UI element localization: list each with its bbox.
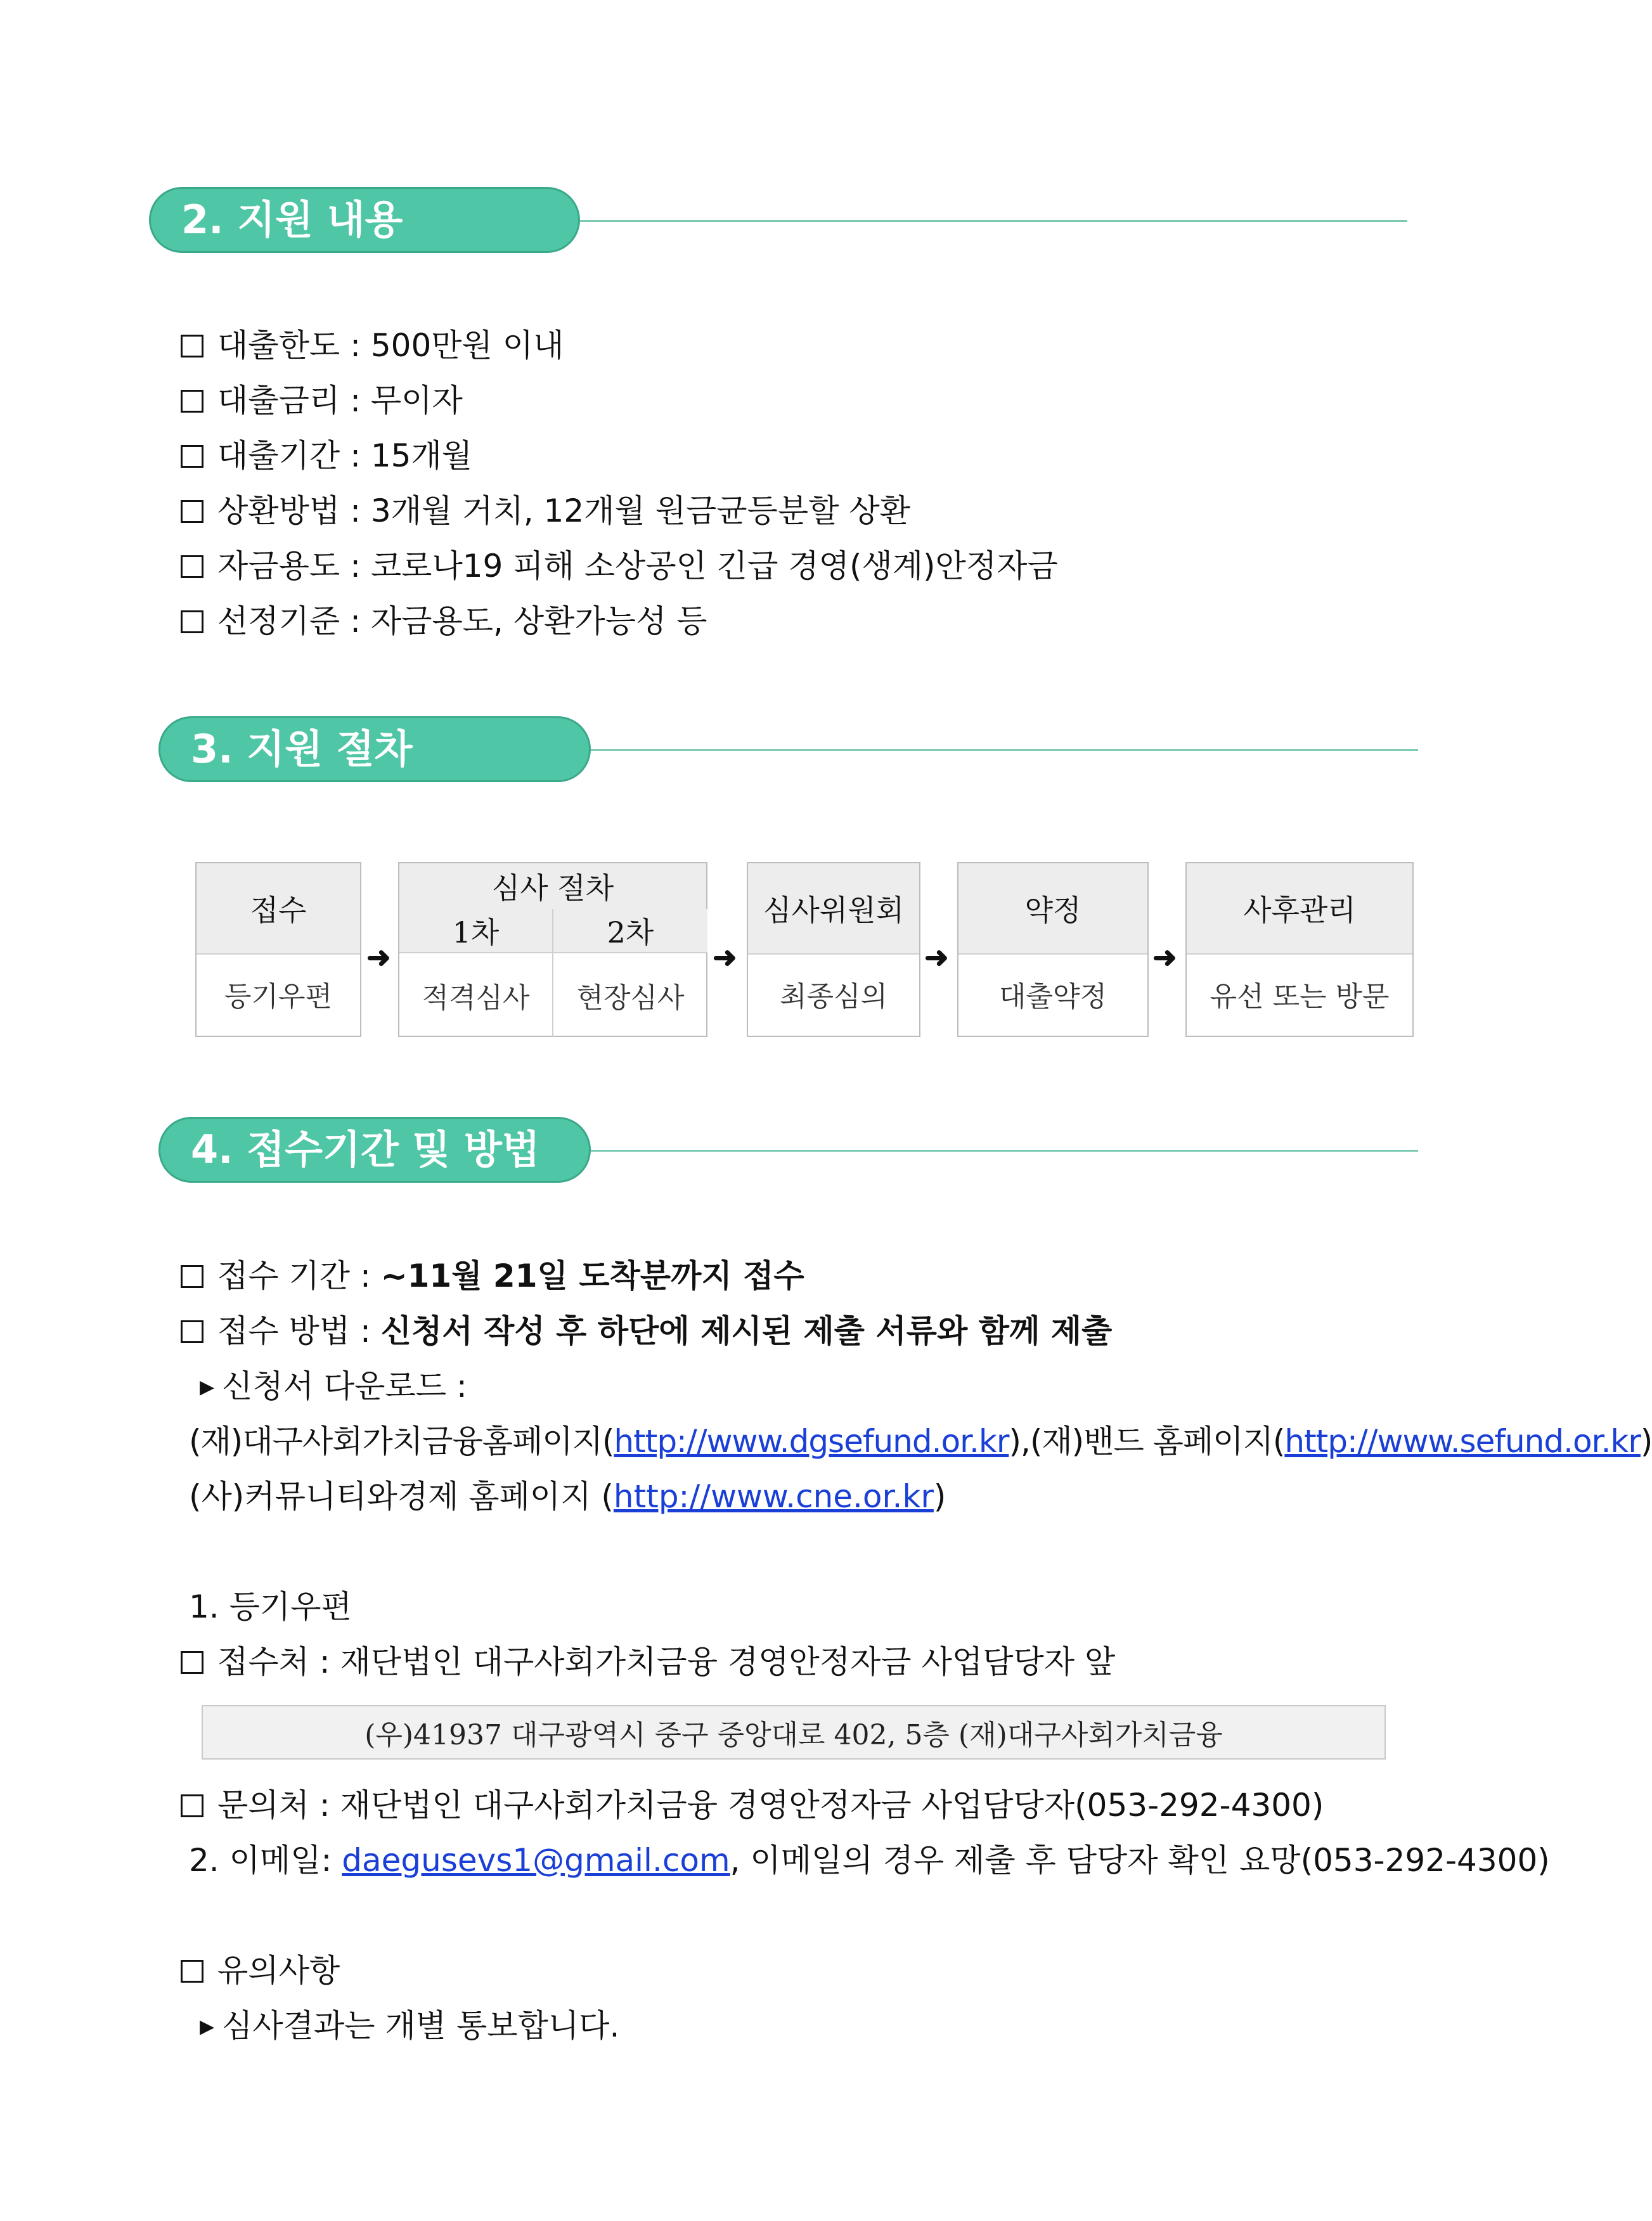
arrow-4: ➜ xyxy=(1152,940,1177,974)
support-item-repayment: 상환방법 : 3개월 거치, 12개월 원금균등분할 상환 xyxy=(181,492,910,530)
step-review-title: 심사 절차 xyxy=(399,863,706,910)
process-flow xyxy=(0,862,1571,1046)
mail-title: 1. 등기우편 xyxy=(189,1588,352,1625)
step-agreement-detail: 대출약정 xyxy=(998,981,1107,1013)
step-aftercare-detail: 유선 또는 방문 xyxy=(1210,981,1390,1013)
notice-item: ▶ 심사결과는 개별 통보합니다. xyxy=(200,2007,619,2046)
step-review xyxy=(398,862,707,1037)
recipient: 접수처 : 재단법인 대구사회가치금융 경영안정자금 사업담당자 앞 xyxy=(181,1643,1115,1681)
application-period: 접수 기간 : ~11월 21일 도착분까지 접수 xyxy=(181,1257,804,1295)
support-item-term: 대출기간 : 15개월 xyxy=(181,437,472,475)
section-4-rule xyxy=(591,1150,1418,1152)
email-line: 2. 이메일: daegusevs1@gmail.com, 이메일의 경우 제출 후 담당자 확인 요망(053-292-4300) xyxy=(189,1842,1550,1879)
checkbox-glyph xyxy=(181,1651,203,1674)
link-cne[interactable]: http://www.cne.or.kr xyxy=(613,1478,934,1515)
triangle-bullet-icon: ▶ xyxy=(200,1376,215,1398)
contact: 문의처 : 재단법인 대구사회가치금융 경영안정자금 사업담당자(053-292-4300) xyxy=(181,1786,1324,1824)
step-aftercare-title: 사후관리 xyxy=(1187,863,1412,955)
section-4-title: 4. 접수기간 및 방법 xyxy=(158,1117,591,1183)
triangle-bullet-icon: ▶ xyxy=(200,2016,215,2038)
support-item-purpose: 자금용도 : 코로나19 피해 소상공인 긴급 경영(생계)안정자금 xyxy=(181,547,1058,585)
checkbox-glyph xyxy=(181,335,203,357)
email-link[interactable]: daegusevs1@gmail.com xyxy=(342,1842,730,1879)
link-sefund[interactable]: http://www.sefund.or.kr xyxy=(1284,1423,1641,1460)
application-method-value: 신청서 작성 후 하단에 제시된 제출 서류와 함께 제출 xyxy=(380,1313,1113,1349)
checkbox-glyph xyxy=(181,1960,203,1983)
step-review-first: 1차 xyxy=(399,909,553,953)
section-3-title: 3. 지원 절차 xyxy=(158,716,591,782)
checkbox-glyph xyxy=(181,555,203,578)
download-sites-row-1: (재)대구사회가치금융홈페이지(http://www.dgsefund.or.kr),(재)밴드 홈페이지(http://www.sefund.or.kr) xyxy=(189,1423,1652,1460)
notice-label: 유의사항 xyxy=(181,1952,340,1990)
section-3-header xyxy=(0,716,1571,786)
step-agreement-title: 약정 xyxy=(958,863,1147,955)
step-review-first-detail: 적격심사 xyxy=(399,953,553,1037)
section-2-title: 2. 지원 내용 xyxy=(149,187,580,253)
step-reception-detail: 등기우편 xyxy=(224,981,332,1013)
step-committee-title: 심사위원회 xyxy=(748,863,919,955)
application-period-value: ~11월 21일 도착분까지 접수 xyxy=(380,1258,804,1294)
step-aftercare xyxy=(1185,862,1414,1037)
checkbox-glyph xyxy=(181,610,203,633)
section-2-header xyxy=(0,187,1571,257)
arrow-2: ➜ xyxy=(713,940,737,974)
checkbox-glyph xyxy=(181,1320,203,1343)
section-4-header xyxy=(0,1117,1571,1187)
checkbox-glyph xyxy=(181,445,203,468)
checkbox-glyph xyxy=(181,500,203,523)
support-item-limit: 대출한도 : 500만원 이내 xyxy=(181,326,564,364)
step-review-second-detail: 현장심사 xyxy=(576,982,685,1014)
support-item-criteria: 선정기준 : 자금용도, 상환가능성 등 xyxy=(181,602,707,640)
step-committee-detail: 최종심의 xyxy=(779,981,887,1013)
step-reception-title: 접수 xyxy=(197,863,360,955)
support-item-rate: 대출금리 : 무이자 xyxy=(181,382,463,420)
arrow-3: ➜ xyxy=(924,940,949,974)
section-3-rule xyxy=(591,749,1418,751)
download-label: ▶ 신청서 다운로드 : xyxy=(200,1367,467,1407)
checkbox-glyph xyxy=(181,1794,203,1817)
application-method: 접수 방법 : 신청서 작성 후 하단에 제시된 제출 서류와 함께 제출 xyxy=(181,1312,1112,1350)
download-sites-row-2: (사)커뮤니티와경제 홈페이지 (http://www.cne.or.kr) xyxy=(189,1478,946,1515)
step-committee xyxy=(747,862,920,1037)
section-2-rule xyxy=(580,220,1407,222)
checkbox-glyph xyxy=(181,1265,203,1288)
mail-address: (우)41937 대구광역시 중구 중앙대로 402, 5층 (재)대구사회가치금융 xyxy=(202,1705,1386,1760)
step-reception xyxy=(195,862,361,1037)
step-review-second: 2차 xyxy=(553,909,707,953)
step-agreement xyxy=(957,862,1149,1037)
link-dgsefund[interactable]: http://www.dgsefund.or.kr xyxy=(614,1423,1009,1460)
checkbox-glyph xyxy=(181,390,203,413)
arrow-1: ➜ xyxy=(366,940,391,974)
